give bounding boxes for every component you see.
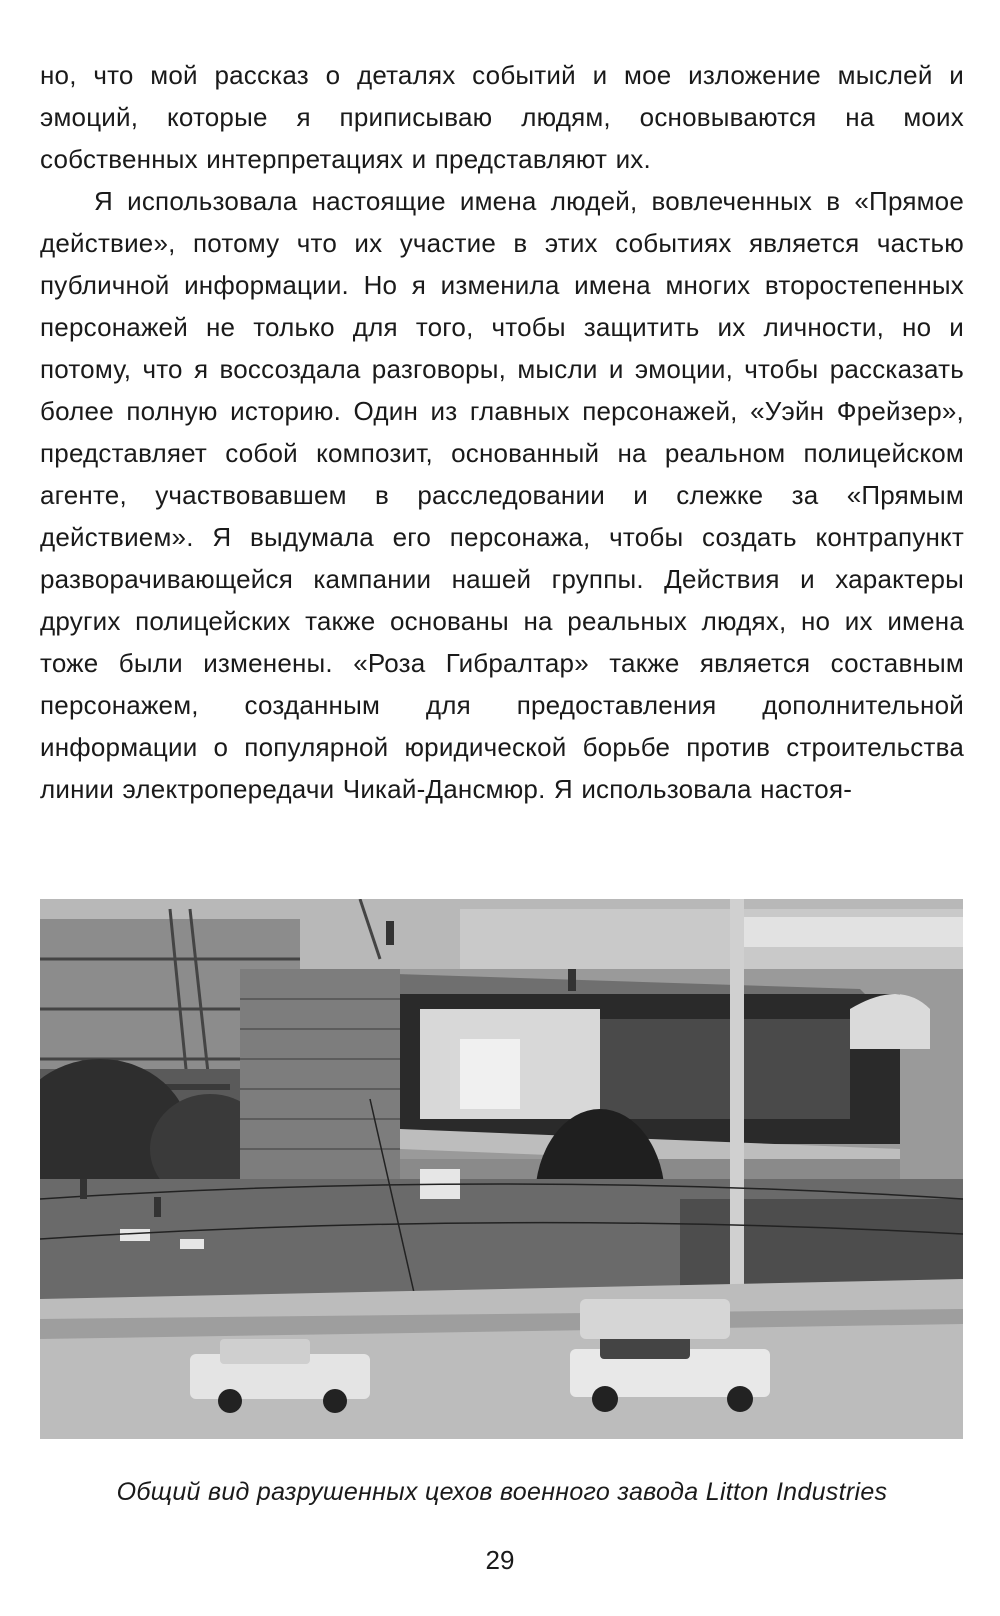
- page-number: 29: [485, 1545, 515, 1575]
- paragraph-2: Я использовала настоящие имена людей, вовлеченных в «Прямое действие», потому что их участие в этих событиях является частью публичной информации. Но я изменила имена многих второстепенных персонажей не только для того, чтобы защитить их личности, но и потому, что я воссоздала разговоры, мысли и эмоции, чтобы рассказать более полную историю. Один из главных персонажей, «Уэйн Фрейзер», представляет собой композит, основанный на реальном полицейском агенте, участвовавшем в расследовании и слежке за «Прямым действием». Я выдумала его персонажа, чтобы создать контрапункт разворачивающейся кампании нашей группы. Действия и характеры других полицейских также основаны на реальных людях, но их имена тоже были изменены. «Роза Гибралтар» также является составным персонажем, созданным для предоставления дополнительной информации о популярной юридической борьбе против строительства линии электропередачи Чикай-Дансмюр. Я использовала настоя-: [40, 186, 964, 804]
- body-text: [40, 54, 964, 810]
- photo-caption: Общий вид разрушенных цехов военного завода Litton Industries: [116, 1478, 888, 1506]
- factory-ruins-photo: [40, 899, 963, 1439]
- paragraph-1: но, что мой рассказ о деталях событий и мое изложение мыслей и эмоций, которые я приписываю людям, основываются на моих собственных интерпретациях и представляют их.: [40, 60, 964, 174]
